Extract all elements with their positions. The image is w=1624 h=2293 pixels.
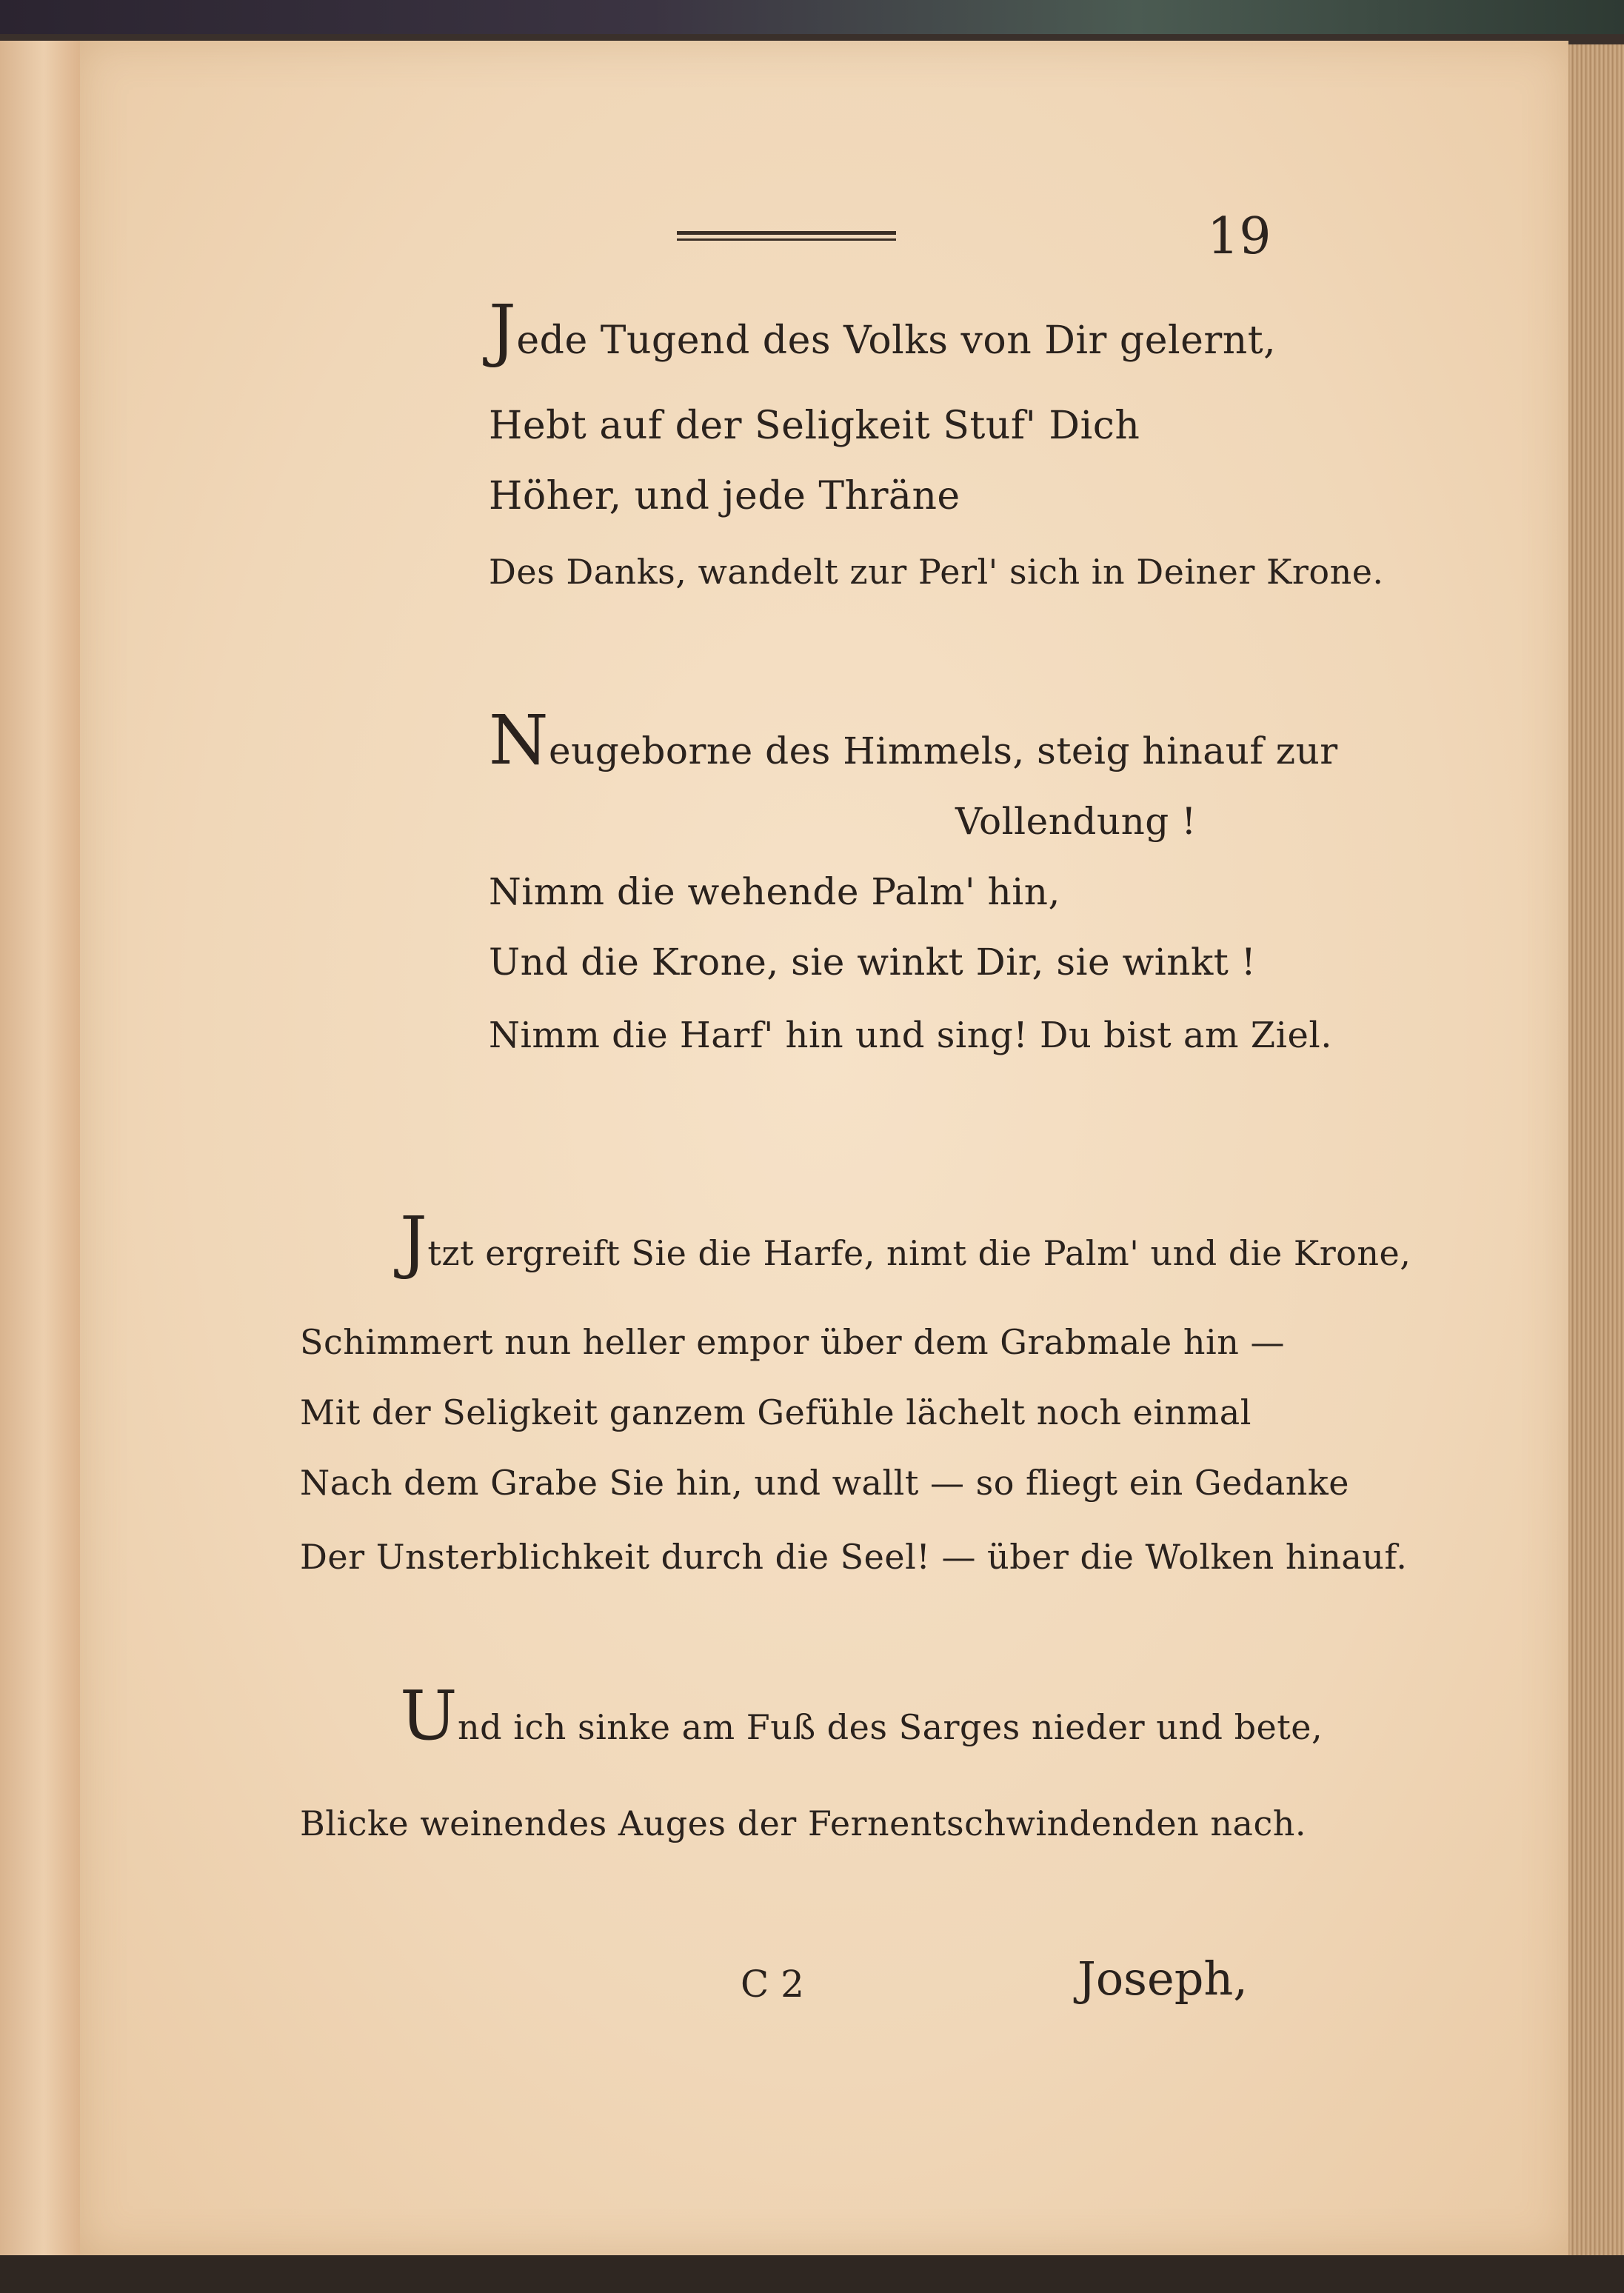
drop-cap: J: [489, 290, 517, 370]
drop-cap: J: [400, 1202, 428, 1281]
stanza-2-line-1: [489, 701, 1338, 780]
stanza-1-line-2: Hebt auf der Seligkeit Stuf' Dich: [489, 404, 1140, 448]
catchword: Joseph,: [1077, 1952, 1249, 2006]
stanza-1-line-1: [489, 290, 1277, 370]
stanza-2-line-3: Nimm die wehende Palm' hin,: [489, 870, 1060, 913]
line-text: tzt ergreift Sie die Harfe, nimt die Palm' und die Krone,: [427, 1233, 1411, 1273]
line-text: eugeborne des Himmels, steig hinauf zur: [549, 730, 1338, 772]
stanza-3-line-2: Schimmert nun heller empor über dem Grabmale hin —: [300, 1322, 1285, 1362]
stanza-2-line-4: Und die Krone, sie winkt Dir, sie winkt !: [489, 941, 1257, 984]
stanza-4-line-2: Blicke weinendes Auges der Fernentschwindenden nach.: [300, 1803, 1306, 1843]
signature-mark: C 2: [741, 1963, 804, 2006]
line-text: nd ich sinke am Fuß des Sarges nieder und bete,: [458, 1707, 1323, 1747]
book-page: [80, 41, 1568, 2255]
stanza-3-line-1: [400, 1202, 1411, 1281]
header-rule-thin: [677, 238, 896, 241]
drop-cap: U: [400, 1676, 458, 1755]
left-page-edge: [0, 41, 82, 2255]
stanza-3-line-3: Mit der Seligkeit ganzem Gefühle lächelt noch einmal: [300, 1392, 1252, 1432]
drop-cap: N: [489, 701, 549, 780]
page-fore-edge: [1568, 44, 1624, 2255]
stanza-3-line-4: Nach dem Grabe Sie hin, und wallt — so fliegt ein Gedanke: [300, 1463, 1349, 1503]
line-text: ede Tugend des Volks von Dir gelernt,: [516, 318, 1277, 363]
book-top-edge: [0, 0, 1624, 34]
stanza-1-line-4: Des Danks, wandelt zur Perl' sich in Deiner Krone.: [489, 552, 1384, 592]
stanza-1-line-3: Höher, und jede Thräne: [489, 474, 960, 518]
stanza-3-line-5: Der Unsterblichkeit durch die Seel! — über die Wolken hinauf.: [300, 1537, 1408, 1577]
stanza-4-line-1: [400, 1676, 1323, 1755]
header-rule: [677, 231, 896, 243]
page-number: 19: [1207, 207, 1272, 266]
stanza-2-line-2: Vollendung !: [955, 800, 1197, 843]
header-rule-thick: [677, 231, 896, 235]
stanza-2-line-5: Nimm die Harf' hin und sing! Du bist am Ziel.: [489, 1015, 1332, 1056]
